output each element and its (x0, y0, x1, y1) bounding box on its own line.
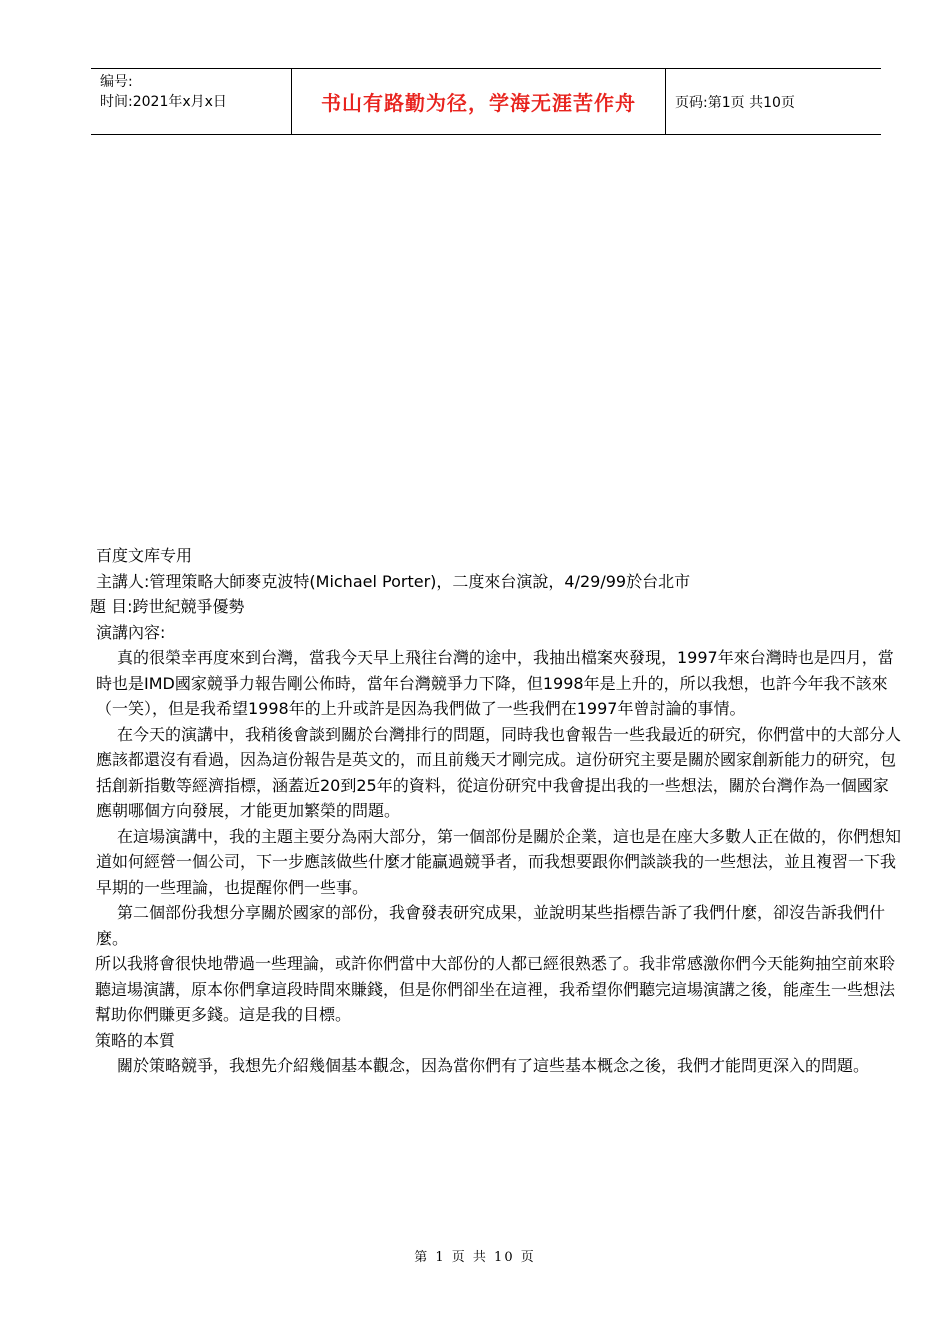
document-body (90, 543, 904, 1079)
paragraph: 真的很榮幸再度來到台灣，當我今天早上飛往台灣的途中，我抽出檔案夾發現，1997年來台灣時也是四月，當時也是IMD國家競爭力報告剛公佈時，當年台灣競爭力下降，但1998年是上升的，所以我想，也許今年我不該來（一笑），但是我希望1998年的上升或許是因為我們做了一些我們在1997年曾討論的事情。 (96, 648, 894, 718)
title-line: 題 目:跨世紀競爭優勢 (90, 597, 245, 616)
time-label: 时间:2021年x月x日 (100, 94, 227, 110)
paragraph: 在今天的演講中，我稍後會談到關於台灣排行的問題，同時我也會報告一些我最近的研究，你們當中的大部分人應該都還沒有看過，因為這份報告是英文的，而且前幾天才剛完成。這份研究主要是關於國家創新能力的研究，包括創新指數等經濟指標，涵蓋近20到25年的資料，從這份研究中我會提出我的一些想法，關於台灣作為一個國家應朝哪個方向發展，才能更加繁榮的問題。 (96, 724, 902, 820)
source-line: 百度文库专用 (96, 546, 193, 565)
content-heading: 演講內容: (96, 622, 166, 642)
header-meta (91, 69, 292, 134)
header-page-label: 页码:第1页 共10页 (675, 94, 795, 111)
paragraph: 在這場演講中，我的主題主要分為兩大部分，第一個部份是關於企業，這也是在座大多數人正在做的，你們想知道如何經營一個公司，下一步應該做些什麼才能贏過競爭者，而我想要跟你們談談我的一些想法，並且複習一下我早期的一些理論，也提醒你們一些事。 (96, 826, 902, 897)
paragraph: 第二個部份我想分享關於國家的部份，我會發表研究成果，並說明某些指標告訴了我們什麼，卻沒告訴我們什麼。 (96, 903, 886, 948)
paragraph: 所以我將會很快地帶過一些理論，或許你們當中大部份的人都已經很熟悉了。我非常感激你們今天能夠抽空前來聆聽這場演講，原本你們拿這段時間來賺錢，但是你們卻坐在這裡，我希望你們聽完這場演講之後，能產生一些想法幫助你們賺更多錢。這是我的目標。 (95, 954, 896, 1024)
header-motto: 书山有路勤为径，学海无涯苦作舟 (292, 69, 666, 134)
page-header (91, 68, 881, 135)
speaker-line: 主講人:管理策略大師麥克波特(Michael Porter)，二度來台演說，4/29/99於台北市 (96, 571, 691, 591)
serial-label: 编号: (100, 74, 133, 90)
section-heading: 策略的本質 (95, 1030, 176, 1050)
page-footer: 第 1 页 共 10 页 (414, 1250, 536, 1265)
paragraph: 關於策略競爭，我想先介紹幾個基本觀念，因為當你們有了這些基本概念之後，我們才能問更深入的問題。 (117, 1056, 870, 1075)
